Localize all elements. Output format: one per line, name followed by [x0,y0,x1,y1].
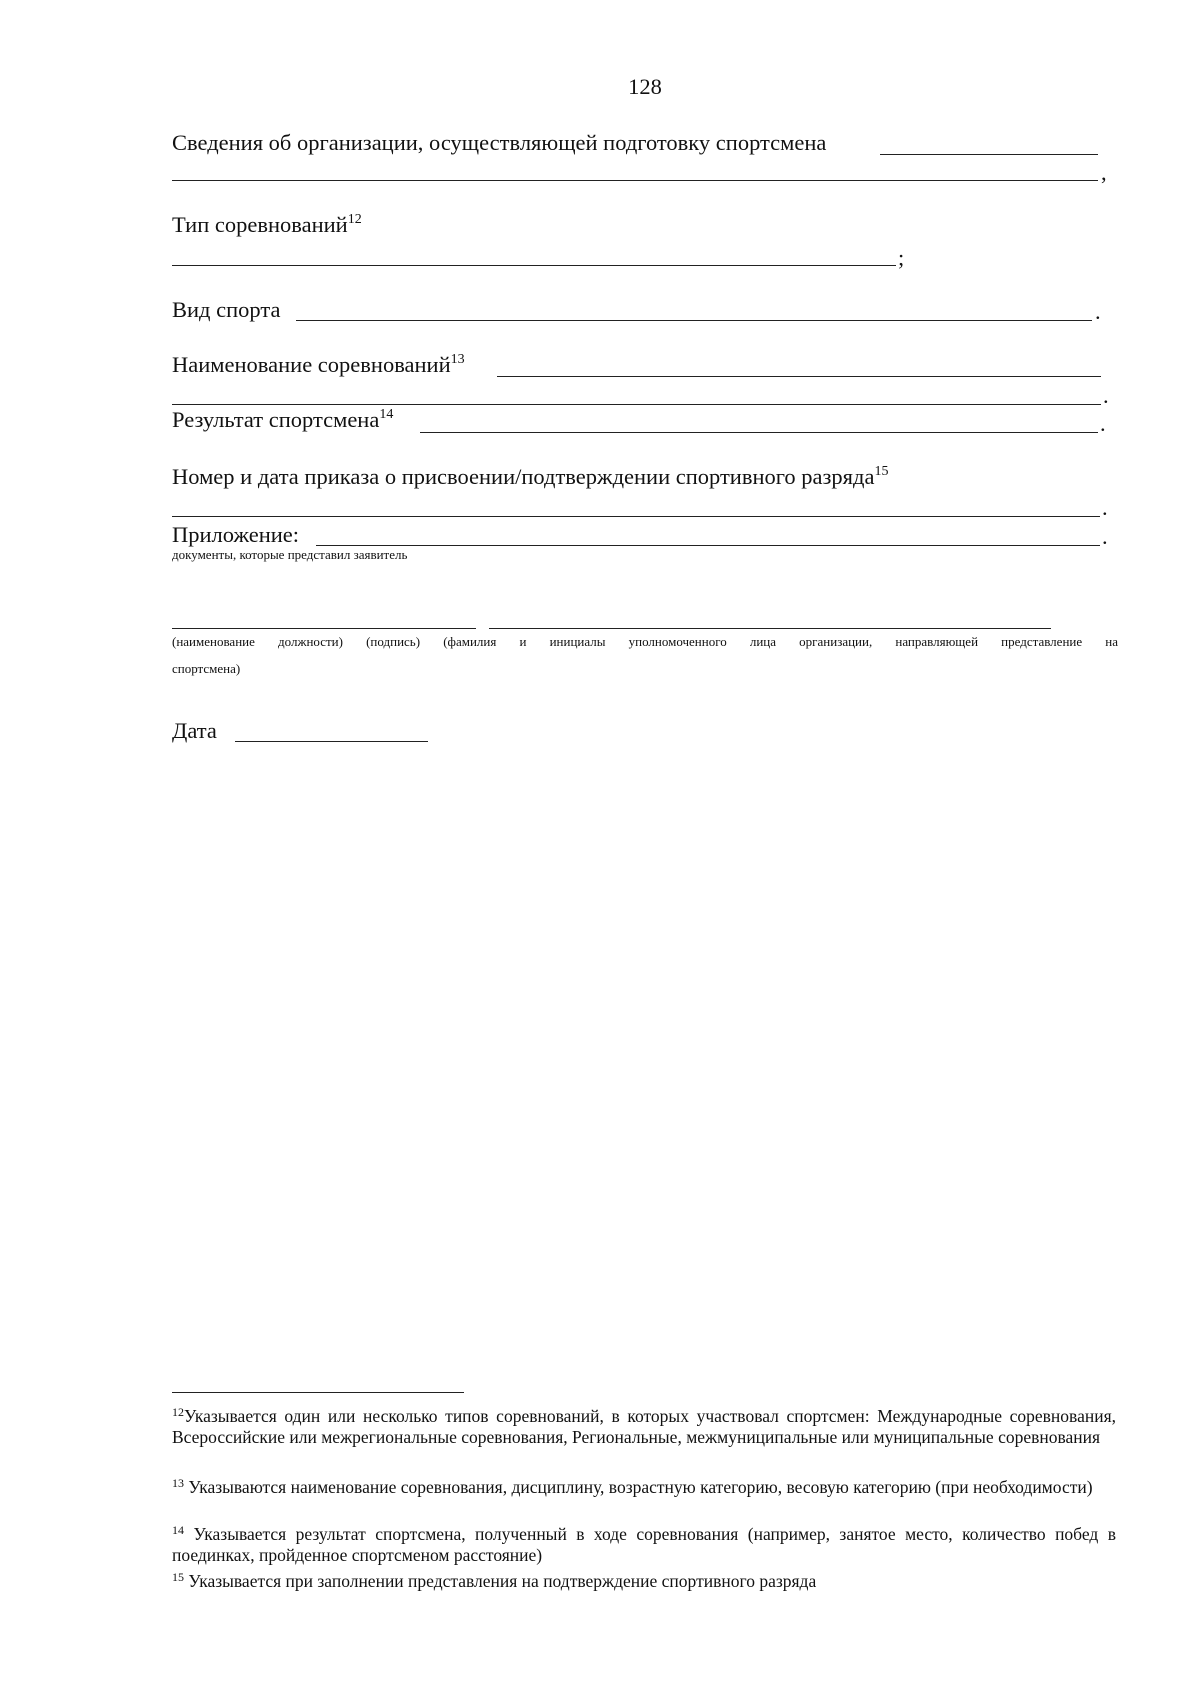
footnote-12 [172,1406,1116,1448]
footnote-14-number: 14 [172,1523,184,1537]
footnote-14 [172,1524,1116,1566]
sport-end-mark: . [1095,299,1101,324]
competition-name-label-wrap [172,352,465,378]
signature-caption-line2: спортсмена) [172,661,241,676]
position-signature-line[interactable] [172,628,476,629]
date-field[interactable] [235,741,428,742]
result-end-mark: . [1100,411,1106,436]
signature-caption-line1: (наименование должности) (подпись) (фамилия и инициалы уполномоченного лица организации, направляющей представление на [172,634,1118,649]
footnote-ref-15: 15 [874,464,889,479]
attachment-hint: документы, которые представил заявитель [172,547,408,562]
order-label-wrap [172,464,888,490]
organization-end-mark: , [1101,160,1107,185]
sport-field[interactable] [296,320,1092,321]
competition-type-field[interactable] [172,265,896,266]
competition-type-label-wrap [172,212,362,238]
order-label: Номер и дата приказа о присвоении/подтверждении спортивного разряда [172,464,875,489]
organization-field-line1[interactable] [880,154,1098,155]
footnote-14-text: Указывается результат спортсмена, полученный в ходе соревнования (например, занятое место, количество побед в поединках, пройденное спортсменом расстояние) [172,1524,1116,1565]
attachment-label: Приложение: [172,522,300,547]
competition-name-end-mark: . [1103,383,1109,408]
footnote-separator [172,1392,464,1393]
result-label-wrap [172,407,393,433]
order-end-mark: . [1102,495,1108,520]
footnote-12-text: Указывается один или несколько типов соревнований, в которых участвовал спортсмен: Международные соревнования, Всероссийские или межрегиональные соревнования, Региональные, межмуниципальные или муниципальные соревнования [172,1406,1116,1447]
result-label: Результат спортсмена [172,407,380,432]
competition-type-label: Тип соревнований [172,212,348,237]
competition-name-field-line1[interactable] [497,376,1101,377]
organization-label: Сведения об организации, осуществляющей подготовку спортсмена [172,130,827,155]
footnote-ref-14: 14 [379,407,394,422]
footnote-13-number: 13 [172,1476,184,1490]
footnote-ref-12: 12 [347,212,362,227]
organization-field-line2[interactable] [172,180,1098,181]
competition-type-end-mark: ; [898,245,905,270]
attachment-end-mark: . [1102,524,1108,549]
competition-name-label: Наименование соревнований [172,352,451,377]
attachment-field[interactable] [316,545,1100,546]
name-signature-line[interactable] [489,628,1051,629]
result-field[interactable] [420,432,1098,433]
footnote-12-number: 12 [172,1405,184,1419]
footnote-13 [172,1477,1116,1498]
date-label: Дата [172,718,217,743]
footnote-15 [172,1571,1116,1592]
competition-name-field-line2[interactable] [172,404,1101,405]
sport-label: Вид спорта [172,297,281,322]
order-field[interactable] [172,516,1100,517]
footnote-15-text: Указывается при заполнении представления на подтверждение спортивного разряда [188,1571,817,1591]
footnote-15-number: 15 [172,1570,184,1584]
footnote-13-text: Указываются наименование соревнования, дисциплину, возрастную категорию, весовую категорию (при необходимости) [188,1477,1093,1497]
page-number: 128 [628,74,662,99]
footnote-ref-13: 13 [450,352,465,367]
